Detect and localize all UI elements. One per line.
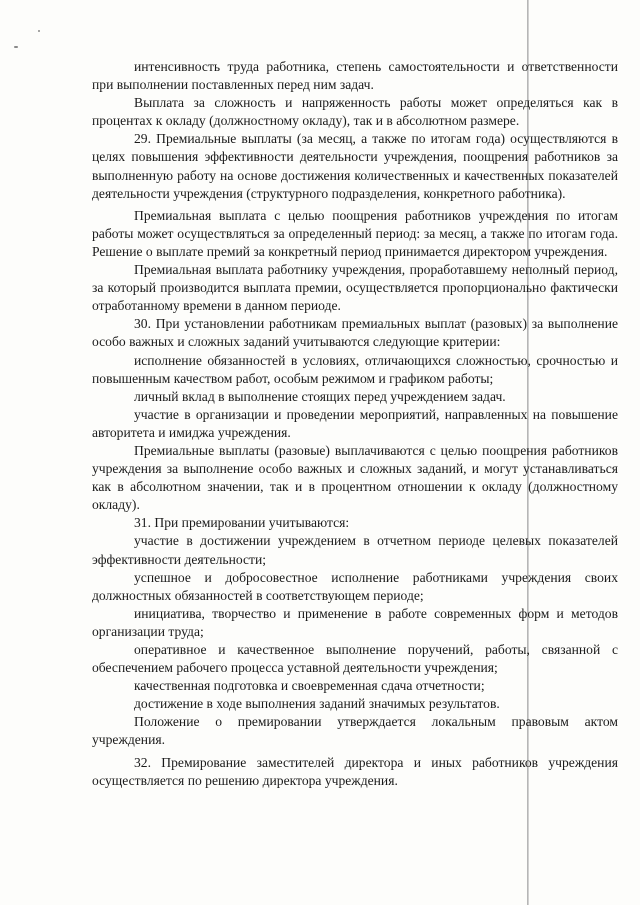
list-item: участие в достижении учреждением в отчетном периоде целевых показателей эффективности деятельности; — [92, 533, 618, 567]
list-item: достижение в ходе выполнения заданий значимых результатов. — [134, 696, 500, 712]
paragraph: 29. Премиальные выплаты (за месяц, а также по итогам года) осуществляются в целях повышения эффективности деятельности учреждения, поощрения работников за выполненную работу на основе достижения количественных и качественных показателей деятельности учреждения (структурного подразделения, конкретного работника). — [92, 131, 618, 201]
paragraph: Выплата за сложность и напряженность работы может определяться как в процентах к окладу (должностному окладу), так и в абсолютном размере. — [92, 95, 618, 129]
section-heading: 31. При премировании учитываются: — [134, 515, 350, 531]
paragraph: 30. При установлении работникам премиальных выплат (разовых) за выполнение особо важных и сложных заданий учитываются следующие критерии: — [92, 316, 618, 350]
list-item: оперативное и качественное выполнение поручений, работы, связанной с обеспечением рабочего процесса уставной деятельности учреждения; — [92, 642, 618, 676]
list-item: инициатива, творчество и применение в работе современных форм и методов организации труда; — [92, 605, 618, 639]
paragraph: интенсивность труда работника, степень самостоятельности и ответственности при выполнении поставленных перед ним задач. — [92, 59, 618, 93]
paragraph: Премиальные выплаты (разовые) выплачиваются с целью поощрения работников учреждения за выполнение особо важных и сложных заданий, и могут устанавливаться как в абсолютном значении, так и в процентном отношении к окладу (должностному окладу). — [92, 442, 618, 513]
scan-speck — [14, 46, 18, 48]
paragraph: Премиальная выплата работнику учреждения, проработавшему неполный период, за который производится выплата премии, осуществляется пропорционально фактически отработанному времени в данном периоде. — [92, 262, 618, 314]
paragraph: Положение о премировании утверждается локальным правовым актом учреждения. — [92, 714, 618, 748]
paragraph: Премиальная выплата с целью поощрения работников учреждения по итогам работы может осуществляться за определенный период: за месяц, а также по итогам года. Решение о выплате премий за конкретный период принимается директором учреждения. — [92, 207, 618, 259]
paragraph: 32. Премирование заместителей директора и иных работников учреждения осуществляется по решению директора учреждения. — [92, 754, 618, 788]
list-item: исполнение обязанностей в условиях, отличающихся сложностью, срочностью и повышенным качеством работ, особым режимом и графиком работы; — [92, 352, 618, 386]
list-item: личный вклад в выполнение стоящих перед учреждением задач. — [134, 388, 506, 404]
list-item: качественная подготовка и своевременная сдача отчетности; — [134, 678, 485, 694]
list-item: успешное и добросовестное исполнение работниками учреждения своих должностных обязанностей в соответствующем периоде; — [92, 569, 618, 603]
list-item: участие в организации и проведении мероприятий, направленных на повышение авторитета и имиджа учреждения. — [92, 406, 618, 440]
scan-speck — [38, 30, 40, 32]
document-body — [92, 58, 618, 790]
